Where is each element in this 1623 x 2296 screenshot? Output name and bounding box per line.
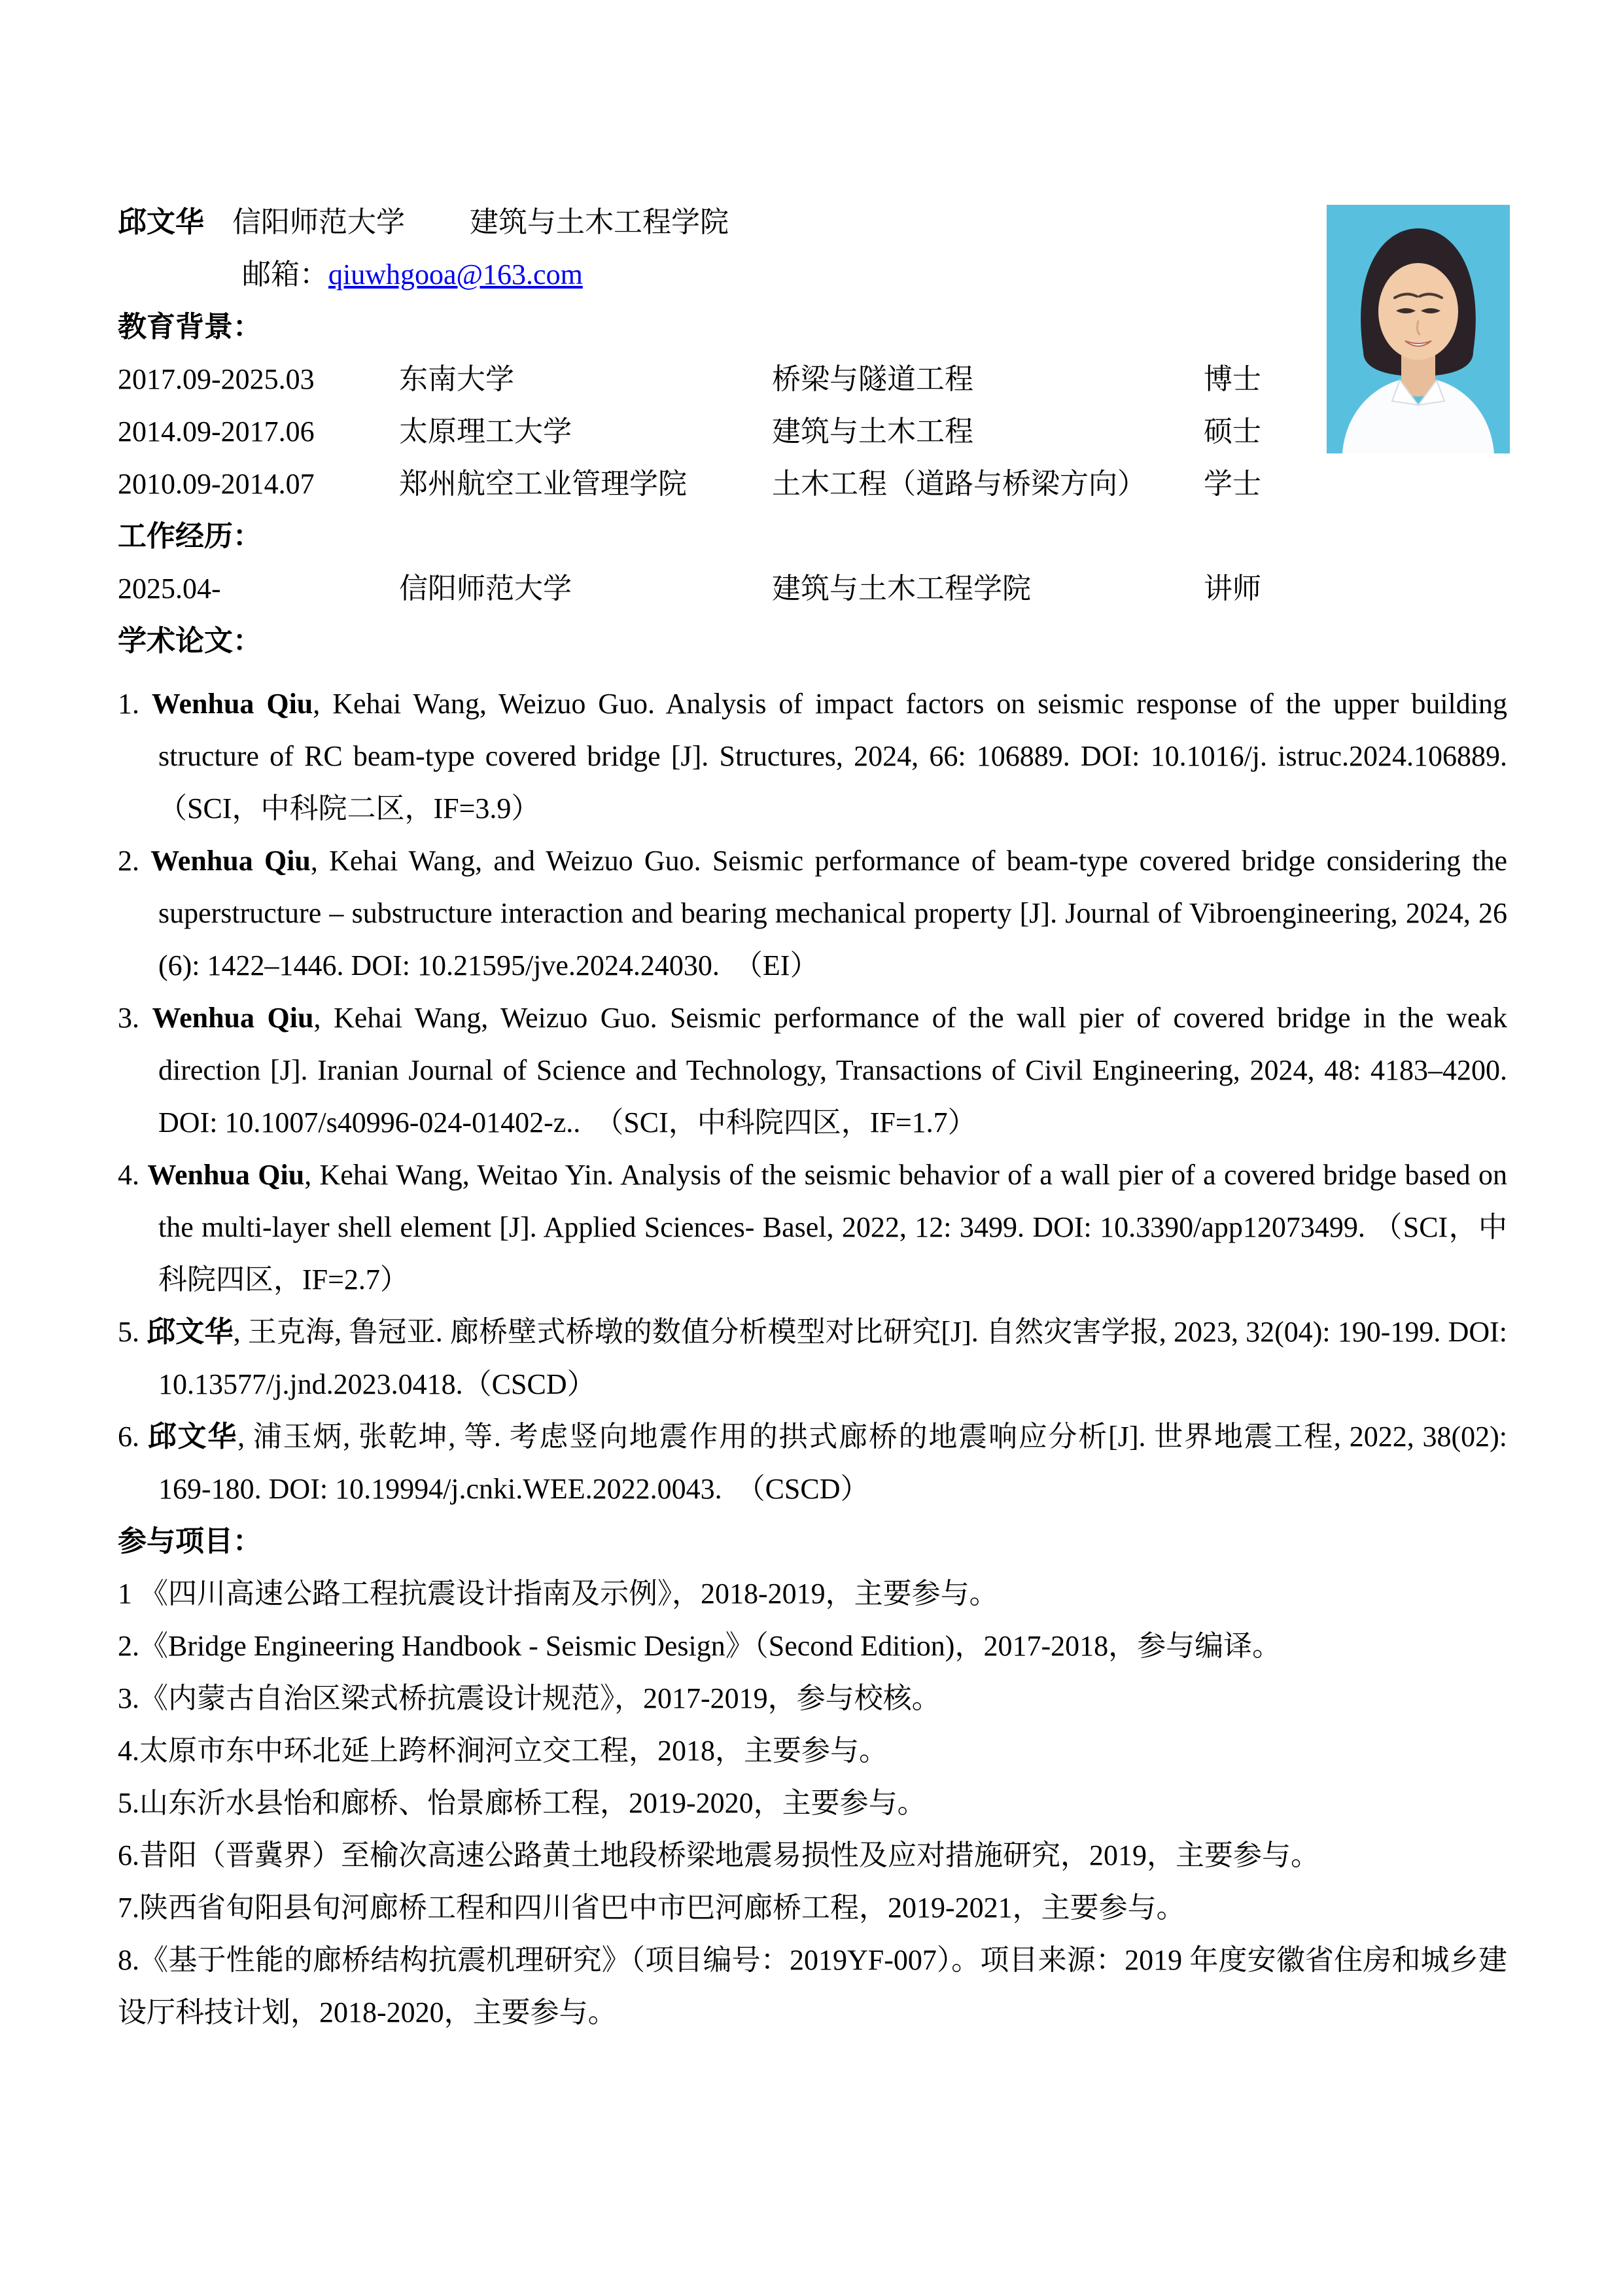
project-item: 6.昔阳（晋冀界）至榆次高速公路黄土地段桥梁地震易损性及应对措施研究，2019，主要参与。: [118, 1839, 1319, 1871]
publication-item: [118, 1411, 1507, 1515]
pub-number: 6.: [118, 1421, 139, 1453]
project-item: 2.《Bridge Engineering Handbook - Seismic Design》（Second Edition)，2017-2018，参与编译。: [118, 1630, 1282, 1662]
email-label: 邮箱：: [242, 258, 328, 291]
edu-period: 2010.09-2014.07: [118, 468, 315, 500]
pub-author-bold: Wenhua Qiu: [151, 688, 313, 720]
project-item: 3.《内蒙古自治区梁式桥抗震设计规范》，2017-2019，参与校核。: [118, 1682, 941, 1714]
edu-major: 建筑与土木工程: [772, 415, 973, 448]
work-period: 2025.04-: [118, 573, 221, 605]
project-item: 1 《四川高速公路工程抗震设计指南及示例》，2018-2019，主要参与。: [118, 1578, 998, 1610]
pub-author-bold: Wenhua Qiu: [152, 1002, 314, 1034]
project-item: 8.《基于性能的廊桥结构抗震机理研究》（项目编号：2019YF-007）。项目来源：2019 年度安徽省住房和城乡建设厅科技计划，2018-2020，主要参与。: [118, 1944, 1507, 2028]
work-degree: 讲师: [1204, 573, 1261, 605]
education-row: [118, 458, 1507, 510]
edu-degree: 学士: [1204, 468, 1261, 500]
resume-content: [118, 196, 1507, 2039]
publication-list: [118, 678, 1507, 1515]
email-link[interactable]: qiuwhgooa@163.com: [328, 258, 583, 291]
edu-major: 桥梁与隧道工程: [772, 363, 973, 395]
header: [118, 196, 1507, 249]
project-item: 4.太原市东中环北延上跨杯涧河立交工程，2018，主要参与。: [118, 1735, 888, 1767]
work-row: [118, 563, 1507, 615]
edu-school: 东南大学: [399, 363, 514, 395]
pub-text: , 浦玉炳, 张乾坤, 等. 考虑竖向地震作用的拱式廊桥的地震响应分析[J]. 世界地震工程, 2022, 38(02): 169-180. DOI: 10.19994/j.cnki.WEE.2022.0043. （CSCD）: [158, 1421, 1508, 1505]
edu-school: 太原理工大学: [399, 415, 572, 448]
section-title-education: 教育背景：: [118, 311, 262, 343]
publication-item: [118, 835, 1507, 992]
edu-school: 郑州航空工业管理学院: [399, 468, 687, 500]
edu-period: 2014.09-2017.06: [118, 415, 315, 448]
email-line: [118, 249, 1507, 301]
publication-item: [118, 1149, 1507, 1306]
affiliation-college: 建筑与土木工程学院: [470, 206, 729, 238]
pub-text: , Kehai Wang, and Weizuo Guo. Seismic performance of beam-type covered bridge considering the superstructure – substructure interaction and bearing mechanical property [J]. Journal of Vibroengineering, 2024, 26 (6): 1422–1446. DOI: 10.21595/jve.2024.24030. （EI）: [158, 845, 1508, 981]
project-list: [118, 1568, 1507, 2039]
pub-text: , Kehai Wang, Weitao Yin. Analysis of the seismic behavior of a wall pier of a covered bridge based on the multi-layer shell element [J]. Applied Sciences- Basel, 2022, 12: 3499. DOI: 10.3390/app12073499. （SCI，中科院四区，IF=2.7）: [158, 1159, 1507, 1296]
pub-number: 3.: [118, 1002, 139, 1034]
edu-period: 2017.09-2025.03: [118, 363, 315, 395]
pub-author-bold: 邱文华: [147, 1421, 238, 1453]
work-school: 信阳师范大学: [399, 573, 572, 605]
pub-text: , Kehai Wang, Weizuo Guo. Seismic performance of the wall pier of covered bridge in the weak direction [J]. Iranian Journal of Science and Technology, Transactions of Civil Engineering, 2024, 48: 4183–4200. DOI: 10.1007/s40996-024-01402-z.. （SCI，中科院四区，IF=1.7）: [158, 1002, 1508, 1139]
publication-item: [118, 992, 1507, 1149]
pub-author-bold: Wenhua Qiu: [150, 845, 311, 877]
edu-major: 土木工程（道路与桥梁方向）: [772, 468, 1146, 500]
pub-author-bold: 邱文华: [147, 1316, 234, 1348]
pub-number: 2.: [118, 845, 139, 877]
project-item: 7.陕西省旬阳县旬河廊桥工程和四川省巴中市巴河廊桥工程，2019-2021，主要参与。: [118, 1892, 1185, 1924]
project-item: 5.山东沂水县怡和廊桥、怡景廊桥工程，2019-2020，主要参与。: [118, 1787, 926, 1819]
person-name: 邱文华: [118, 206, 204, 238]
education-row: [118, 353, 1507, 406]
work-major: 建筑与土木工程学院: [772, 573, 1031, 605]
pub-author-bold: Wenhua Qiu: [147, 1159, 305, 1191]
section-title-publications: 学术论文：: [118, 625, 262, 657]
edu-degree: 硕士: [1204, 415, 1261, 448]
affiliation-university: 信阳师范大学: [232, 206, 405, 238]
pub-text: , 王克海, 鲁冠亚. 廊桥壁式桥墩的数值分析模型对比研究[J]. 自然灾害学报, 2023, 32(04): 190-199. DOI: 10.13577/j.jnd.2023.0418.（CSCD）: [158, 1316, 1508, 1400]
pub-number: 4.: [118, 1159, 139, 1191]
pub-number: 1.: [118, 688, 139, 720]
section-title-work: 工作经历：: [118, 520, 262, 552]
pub-text: , Kehai Wang, Weizuo Guo. Analysis of impact factors on seismic response of the upper building structure of RC beam-type covered bridge [J]. Structures, 2024, 66: 106889. DOI: 10.1016/j. istruc.2024.106889. （SCI，中科院二区，IF=3.9）: [158, 688, 1508, 824]
education-row: [118, 406, 1507, 458]
section-title-projects: 参与项目：: [118, 1525, 262, 1557]
edu-degree: 博士: [1204, 363, 1261, 395]
publication-item: [118, 1306, 1507, 1411]
publication-item: [118, 678, 1507, 835]
pub-number: 5.: [118, 1316, 139, 1348]
